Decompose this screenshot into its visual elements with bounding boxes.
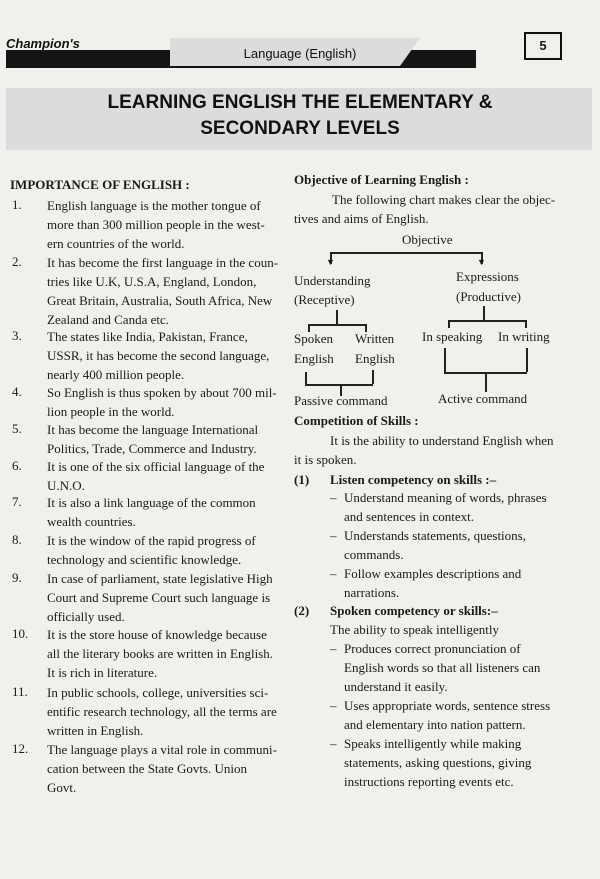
listen-heading: Listen competency on skills :– — [330, 472, 497, 487]
list-item-number: 9. — [12, 570, 22, 585]
chart-receptive: (Receptive) — [294, 292, 355, 307]
bullet-line: statements, asking questions, giving — [344, 755, 532, 770]
page-title-line1: LEARNING ENGLISH THE ELEMENTARY & — [107, 92, 493, 113]
chart-spoken-english: English — [294, 351, 334, 366]
list-item-line: The language plays a vital role in communi- — [47, 742, 277, 757]
spoken-heading: Spoken competency or skills:– — [330, 603, 498, 618]
chart-active: Active command — [438, 391, 528, 406]
list-item-number: 7. — [12, 494, 22, 509]
bullet-line: Follow examples descriptions and — [344, 566, 522, 581]
list-item-line: written in English. — [47, 723, 144, 738]
list-item-line: It is one of the six official language of the — [47, 459, 265, 474]
list-item-line: Govt. — [47, 780, 77, 795]
bullet-line: and sentences in context. — [344, 509, 474, 524]
list-item-line: Zealand and Canda etc. — [47, 312, 169, 327]
chart-understanding: Understanding — [294, 273, 371, 288]
bullet-dash: – — [330, 528, 337, 543]
list-item-line: It has become the first language in the coun- — [47, 255, 279, 270]
list-item-line: Court and Supreme Court such language is — [47, 590, 271, 605]
bullet-line: Produces correct pronunciation of — [344, 641, 521, 656]
list-item-number: 3. — [12, 328, 22, 343]
bullet-line: commands. — [344, 547, 404, 562]
objective-para-line1: The following chart makes clear the objec- — [332, 192, 556, 207]
list-item-number: 11. — [12, 684, 28, 699]
subject-title: Language (English) — [243, 46, 357, 61]
list-item-line: nearly 400 million people. — [47, 367, 185, 382]
list-item-line: USSR, it has become the second language, — [47, 348, 270, 363]
list-item-line: Great Britain, Australia, South Africa, New — [47, 293, 273, 308]
chart-right-bar — [448, 320, 526, 322]
bullet-dash: – — [330, 736, 337, 751]
bullet-line: instructions reporting events etc. — [344, 774, 514, 789]
list-item-number: 4. — [12, 384, 22, 399]
chart-in-speaking: In speaking — [422, 329, 483, 344]
list-item-number: 10. — [12, 626, 29, 641]
list-item-line: all the literary books are written in English. — [47, 646, 273, 661]
list-item-line: cation between the State Govts. Union — [47, 761, 248, 776]
competition-heading: Competition of Skills : — [294, 413, 419, 428]
list-item-line: Politics, Trade, Commerce and Industry. — [47, 441, 257, 456]
list-item-line: U.N.O. — [47, 478, 85, 493]
chart-productive: (Productive) — [456, 289, 521, 304]
spoken-intro: The ability to speak intelligently — [330, 622, 499, 637]
list-item-number: 1. — [12, 197, 22, 212]
chart-written-english: English — [355, 351, 395, 366]
chart-root: Objective — [402, 232, 453, 247]
objective-para-line2: tives and aims of English. — [294, 211, 429, 226]
list-item-line: officially used. — [47, 609, 125, 624]
bullet-line: and elementary into nation pattern. — [344, 717, 526, 732]
list-item-line: wealth countries. — [47, 514, 136, 529]
page-title-line2: SECONDARY LEVELS — [200, 118, 400, 139]
list-item-line: It is rich in literature. — [47, 665, 158, 680]
importance-heading: IMPORTANCE OF ENGLISH : — [10, 177, 190, 192]
chart-arrow-left: ▼ — [326, 257, 335, 267]
competition-para-line2: it is spoken. — [294, 452, 357, 467]
chart-right-bar-r — [525, 320, 527, 328]
list-item-number: 5. — [12, 421, 22, 436]
bullet-dash: – — [330, 641, 337, 656]
list-item-number: 12. — [12, 741, 29, 756]
chart-active-stem — [485, 372, 487, 392]
chart-arrow-right: ▼ — [477, 257, 486, 267]
bullet-line: understand it easily. — [344, 679, 448, 694]
bullet-line: Understands statements, questions, — [344, 528, 526, 543]
objective-heading: Objective of Learning English : — [294, 172, 469, 187]
chart-left-bar — [308, 324, 366, 326]
list-item-line: English language is the mother tongue of — [47, 198, 261, 213]
bullet-line: narrations. — [344, 585, 400, 600]
bullet-dash: – — [330, 490, 337, 505]
list-item-number: 2. — [12, 254, 22, 269]
list-item-line: It is the store house of knowledge because — [47, 627, 267, 642]
chart-right-bar-l — [448, 320, 450, 328]
list-item-line: It is also a link language of the common — [47, 495, 256, 510]
chart-root-line — [330, 252, 482, 254]
listen-num: (1) — [294, 472, 310, 487]
chart-passive-r — [372, 370, 374, 384]
chart-left-stem — [336, 310, 338, 324]
bullet-dash: – — [330, 566, 337, 581]
bullet-line: Speaks intelligently while making — [344, 736, 522, 751]
competition-para-line1: It is the ability to understand English when — [330, 433, 554, 448]
list-item-line: ern countries of the world. — [47, 236, 185, 251]
chart-in-writing: In writing — [498, 329, 550, 344]
list-item-number: 6. — [12, 458, 22, 473]
chart-expressions: Expressions — [456, 269, 519, 284]
list-item-number: 8. — [12, 532, 22, 547]
list-item-line: lion people in the world. — [47, 404, 175, 419]
page-number: 5 — [524, 32, 562, 60]
bullet-dash: – — [330, 698, 337, 713]
list-item-line: The states like India, Pakistan, France, — [47, 329, 248, 344]
brand-label: Champion's — [6, 36, 80, 51]
chart-passive-bar — [305, 384, 373, 386]
spoken-num: (2) — [294, 603, 310, 618]
chart-written: Written — [355, 331, 395, 346]
chart-spoken: Spoken — [294, 331, 333, 346]
bullet-line: Uses appropriate words, sentence stress — [344, 698, 551, 713]
chart-active-r — [526, 348, 528, 372]
chart-passive-l — [305, 372, 307, 384]
list-item-line: It is the window of the rapid progress of — [47, 533, 256, 548]
list-item-line: more than 300 million people in the west- — [47, 217, 265, 232]
list-item-line: entific research technology, all the terms are — [47, 704, 277, 719]
bullet-line: English words so that all listeners can — [344, 660, 541, 675]
list-item-line: technology and scientific knowledge. — [47, 552, 242, 567]
bullet-line: Understand meaning of words, phrases — [344, 490, 547, 505]
list-item-line: It has become the language International — [47, 422, 259, 437]
list-item-line: In case of parliament, state legislative High — [47, 571, 273, 586]
chart-active-l — [444, 348, 446, 372]
list-item-line: In public schools, college, universities sci- — [47, 685, 269, 700]
chart-passive: Passive command — [294, 393, 388, 408]
list-item-line: So English is thus spoken by about 700 mil- — [47, 385, 277, 400]
list-item-line: tries like U.K, U.S.A, England, London, — [47, 274, 257, 289]
chart-right-stem — [483, 306, 485, 320]
